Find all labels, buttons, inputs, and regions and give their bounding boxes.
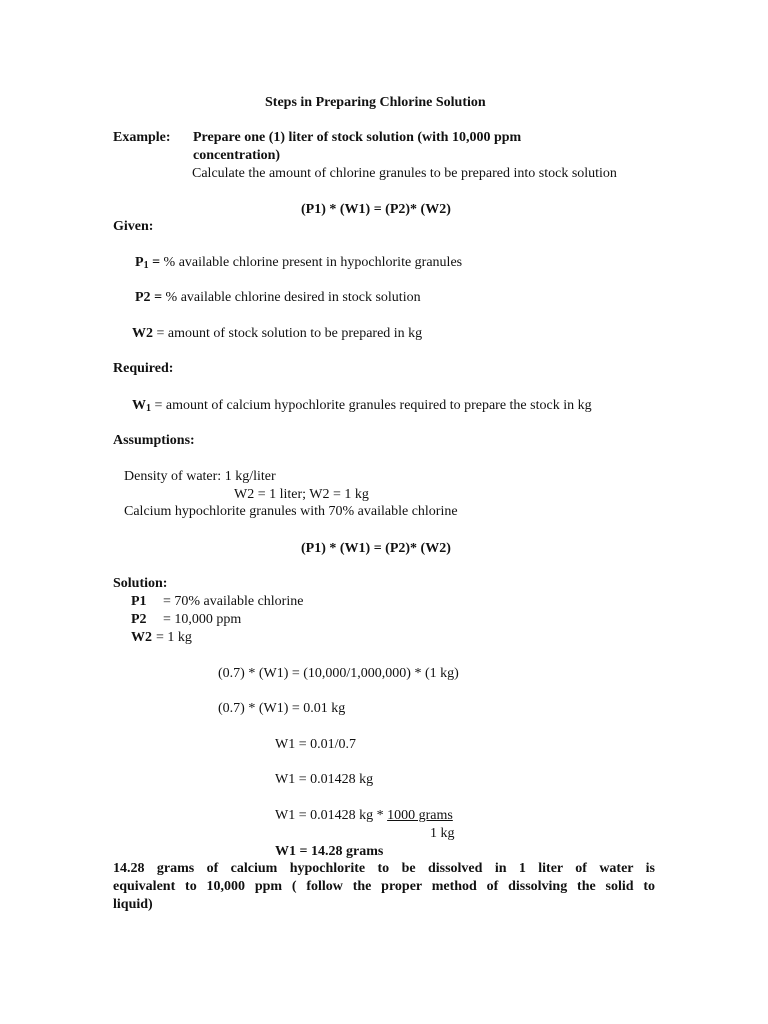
example-label: Example:	[113, 130, 171, 145]
solution-step-2: (0.7) * (W1) = 0.01 kg	[218, 701, 346, 716]
assumption-density: Density of water: 1 kg/liter	[124, 469, 276, 484]
p1-equals: =	[148, 255, 164, 270]
solution-p2-value: = 10,000 ppm	[163, 612, 242, 627]
w1-subscript: 1	[146, 403, 151, 414]
p1-subscript: 1	[143, 260, 149, 271]
conclusion-line-2: equivalent to 10,000 ppm ( follow the proper method of dissolving the solid to	[113, 879, 655, 894]
w2-variable: W2	[132, 326, 153, 341]
conclusion-paragraph	[113, 860, 655, 914]
p2-description: % available chlorine desired in stock solution	[165, 290, 421, 305]
assumptions-label: Assumptions:	[113, 433, 195, 448]
formula-repeat: (P1) * (W1) = (P2)* (W2)	[301, 541, 451, 556]
p2-variable: P2	[135, 290, 151, 305]
p1-variable: P	[135, 255, 144, 270]
required-label: Required:	[113, 361, 174, 376]
w2-description: = amount of stock solution to be prepared in kg	[153, 326, 423, 341]
fraction-denominator: 1 kg	[430, 826, 455, 841]
assumption-w2: W2 = 1 liter; W2 = 1 kg	[234, 487, 369, 502]
solution-w2-variable: W2	[131, 630, 152, 645]
p2-equals: =	[150, 290, 166, 305]
solution-w2-value: = 1 kg	[156, 630, 192, 645]
fraction-numerator: 1000 grams	[387, 808, 453, 823]
solution-step-1: (0.7) * (W1) = (10,000/1,000,000) * (1 kg)	[218, 666, 459, 681]
solution-p1-value: = 70% available chlorine	[163, 594, 304, 609]
example-line-1: Prepare one (1) liter of stock solution (with 10,000 ppm	[193, 130, 522, 145]
required-w1	[132, 397, 592, 415]
conclusion-line-3: liquid)	[113, 897, 153, 912]
solution-p2-variable: P2	[131, 612, 147, 627]
solution-step-5	[275, 807, 453, 825]
given-w2	[132, 325, 422, 343]
solution-p1-variable: P1	[131, 594, 147, 609]
conclusion-line-1: 14.28 grams of calcium hypochlorite to be dissolved in 1 liter of water is	[113, 861, 655, 876]
given-p1	[135, 254, 462, 272]
page-title: Steps in Preparing Chlorine Solution	[265, 95, 486, 110]
p1-description: % available chlorine present in hypochlorite granules	[163, 255, 463, 270]
step-5-lhs: W1 = 0.01428 kg *	[275, 808, 388, 823]
solution-result: W1 = 14.28 grams	[275, 844, 384, 859]
given-label: Given:	[113, 219, 154, 234]
formula: (P1) * (W1) = (P2)* (W2)	[301, 202, 451, 217]
w1-description: = amount of calcium hypochlorite granules required to prepare the stock in kg	[151, 398, 592, 413]
solution-step-4: W1 = 0.01428 kg	[275, 772, 374, 787]
solution-label: Solution:	[113, 576, 168, 591]
assumption-granules: Calcium hypochlorite granules with 70% available chlorine	[124, 504, 458, 519]
solution-step-3: W1 = 0.01/0.7	[275, 737, 356, 752]
given-p2	[135, 289, 421, 307]
example-line-3: Calculate the amount of chlorine granules to be prepared into stock solution	[192, 166, 617, 181]
w1-variable: W	[132, 398, 146, 413]
example-line-2: concentration)	[193, 148, 281, 163]
